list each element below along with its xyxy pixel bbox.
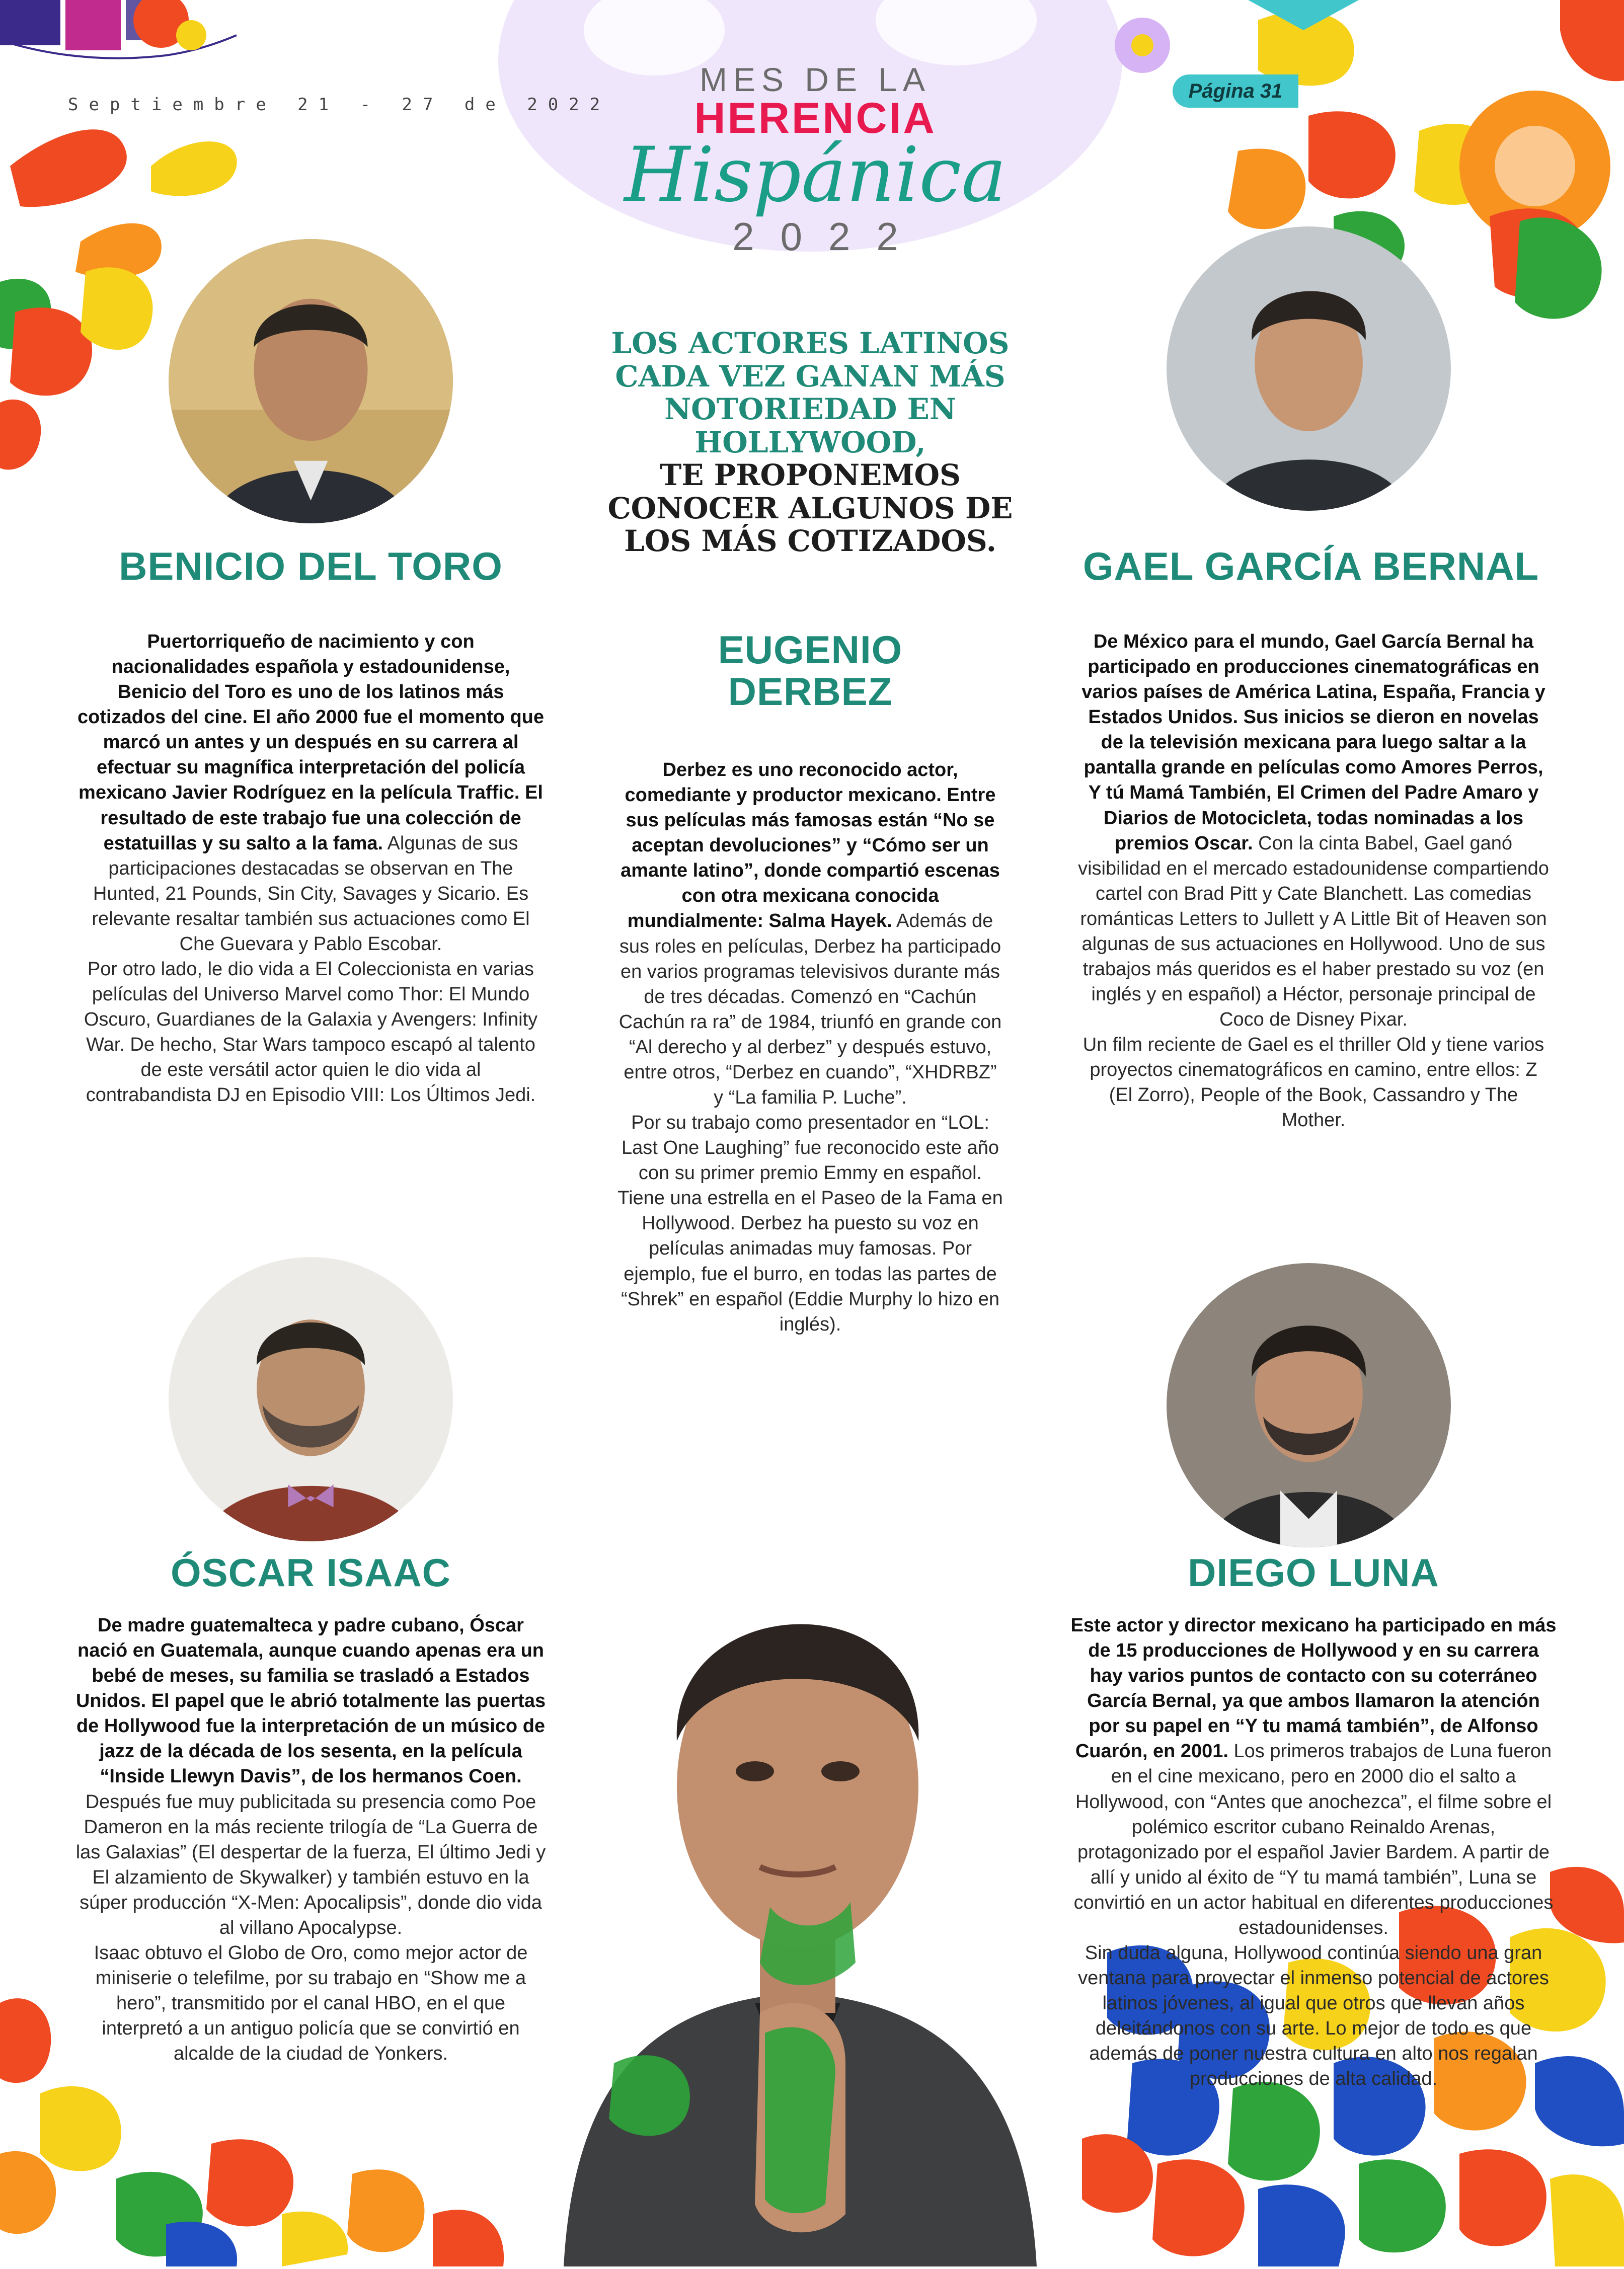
bio-highlight: De madre guatemalteca y padre cubano, Óscar nació en Guatemala, aunque cuando apenas era un bebé de meses, su familia se trasladó a Estados Unidos. El papel que le abrió totalmente las puertas de Hollywood fue la interpretación de un músico de jazz de la década de los sesenta, en la película “Inside Llewyn Davis”, de los hermanos Coen. [75,1615,546,1787]
diego-luna-portrait [1167,1263,1451,1547]
issue-date: Septiembre 21 - 27 de 2022 [68,95,611,115]
bio-paragraph [1069,1613,1558,1940]
benicio-del-toro-bio [75,629,546,1108]
portrait-photo-icon [169,1257,453,1541]
portrait-photo-icon [544,1459,1052,2266]
logo-line-3: Hispánica [624,131,1007,219]
bio-highlight: De México para el mundo, Gael García Bernal ha participado en producciones cinematográficas en varios países de América Latina, España, Francia y Estados Unidos. Sus inicios se dieron en novelas de la televisión mexicana para luego saltar a la pantalla grande en películas como Amores Perros, Y tú Mamá También, El Crimen del Padre Amaro y Diarios de Motocicleta, todas nominadas a los premios Oscar. [1081,631,1545,854]
intro-heading [594,327,1027,558]
oscar-isaac-portrait [169,1257,453,1541]
bio-paragraph: Por otro lado, le dio vida a El Coleccionista en varias películas del Universo Marvel como Thor: El Mundo Oscuro, Guardianes de la Galaxia y Avengers: Infinity War. De hecho, Star Wars tampoco escapó al talento de este versátil actor quien le dio vida al contrabandista DJ en Episodio VIII: Los Últimos Jedi. [84,959,538,1106]
intro-highlight: LOS ACTORES LATINOS CADA VEZ GANAN MÁS NOTORIEDAD EN HOLLYWOOD, [611,326,1010,459]
logo-year: 2022 [732,214,924,259]
bio-highlight: Puertorriqueño de nacimiento y con nacionalidades española y estadounidense, Benicio del Toro es uno de los latinos más cotizados del cine. El año 2000 fue el momento que marcó un antes y un después en su carrera al efectuar su magnífica interpretación del policía mexicano Javier Rodríguez en la película Traffic. El resultado de este trabajo fue una colección de estatuillas y su salto a la fama. [77,631,544,854]
eugenio-derbez-name [624,629,996,713]
gael-garcia-bernal-portrait [1167,226,1451,511]
benicio-del-toro-portrait [169,239,453,523]
portrait-photo-icon [1167,1263,1451,1547]
bio-text: Algunas de sus participaciones destacadas se observan en The Hunted, 21 Pounds, Sin City, Savages y Sicario. Es relevante resaltar también sus actuaciones como El Che Guevara y Pablo Escobar. [92,832,530,955]
bio-paragraph [1077,629,1550,1032]
eugenio-derbez-photo [544,1459,1052,2266]
diego-luna-bio [1069,1613,1558,2091]
bio-text: Con la cinta Babel, Gael ganó visibilidad en el mercado estadounidense compartiendo cartel con Brad Pitt y Cate Blanchett. Las comedias románticas Letters to Jullett y A Little Bit of Heaven son algunas de sus actuaciones en Hollywood. Uno de sus trabajos más queridos es el haber prestado su voz (en inglés y en español) a Héctor, personaje principal de Coco de Disney Pixar. [1078,832,1549,1031]
heritage-month-logo [624,60,1007,260]
eugenio-derbez-name-line1: EUGENIO [718,628,903,672]
logo-line-1: MES DE LA [699,61,932,98]
oscar-isaac-bio [75,1613,546,2066]
portrait-photo-icon [1167,226,1451,511]
bio-paragraph: Sin duda alguna, Hollywood continúa siendo una gran ventana para proyectar el inmenso potencial de actores latinos jóvenes, al igual que otros que llevan años deleitándonos con su arte. Lo mejor de todo es que además de poner nuestra cultura en alto nos regalan producciones de alta calidad. [1078,1942,1549,2090]
bio-text: Además de sus roles en películas, Derbez ha participado en varios programas televisivos durante más de tres décadas. Comenzó en “Cachún Cachún ra ra” de 1984, triunfó en grande con “Al derecho y al derbez” y después estuvo, entre otros, “Derbez en cuando”, “XHDRBZ” y “La familia P. Luche”. [618,910,1002,1109]
portrait-photo-icon [169,239,453,523]
intro-call-to-action: TE PROPONEMOS CONOCER ALGUNOS DE LOS MÁS COTIZADOS. [607,458,1013,559]
bio-text: Después fue muy publicitada su presencia como Poe Dameron en la más reciente trilogía de “La Guerra de las Galaxias” (El despertar de la fuerza, El último Jedi y El alzamiento de Skywalker) y también estuvo en la súper producción “X-Men: Apocalipsis”, donde dio vida al villano Apocalypse. [75,1791,546,1938]
eugenio-derbez-name-line2: DERBEZ [728,669,893,714]
gael-garcia-bernal-bio [1077,629,1550,1133]
logo-line-2: HERENCIA [694,94,937,142]
gael-garcia-bernal-name: GAEL GARCÍA BERNAL [1082,544,1539,588]
bio-highlight: Este actor y director mexicano ha participado en más de 15 producciones de Hollywood y en su carrera hay varios puntos de contacto con su coterráneo García Bernal, ya que ambos llamaron la atención por su papel en “Y tu mamá también”, de Alfonso Cuarón, en 2001. [1070,1615,1557,1762]
bio-text: Los primeros trabajos de Luna fueron en el cine mexicano, pero en 2000 dio el salto a Hollywood, con “Antes que anochezca”, el filme sobre el polémico escritor cubano Reinaldo Arenas, protagonizado por el español Javier Bardem. A partir de allí y unido al éxito de “Y tu mamá también”, Luna se convirtió en un actor habitual en diferentes producciones estadounidenses. [1073,1741,1554,1938]
bio-highlight: Derbez es uno reconocido actor, comediante y productor mexicano. Entre sus películas más famosas están “No se aceptan devoluciones” y “Cómo ser un amante latino”, donde compartió escenas con otra mexicana conocida mundialmente: Salma Hayek. [621,759,1000,932]
eugenio-derbez-bio [616,757,1004,1337]
bio-paragraph [75,1613,546,1940]
oscar-isaac-name: ÓSCAR ISAAC [170,1550,451,1595]
bio-paragraph [616,757,1004,1110]
bio-paragraph: Por su trabajo como presentador en “LOL: Last One Laughing” fue reconocido este año con su primer premio Emmy en español. Tiene una estrella en el Paseo de la Fama en Hollywood. Derbez ha puesto su voz en películas animadas muy famosas. Por ejemplo, fue el burro, en todas las partes de “Shrek” en español (Eddie Murphy lo hizo en inglés). [617,1112,1003,1335]
benicio-del-toro-name: BENICIO DEL TORO [119,544,503,588]
bio-paragraph: Isaac obtuvo el Globo de Oro, como mejor actor de miniserie o telefilme, por su trabajo en “Show me a hero”, transmitido por el canal HBO, en el que interpretó a un antiguo policía que se convirtió en alcalde de la ciudad de Yonkers. [94,1942,528,2065]
page-number-badge: Página 31 [1173,74,1298,108]
diego-luna-name: DIEGO LUNA [1188,1550,1439,1595]
bio-paragraph [75,629,546,957]
bio-paragraph: Un film reciente de Gael es el thriller Old y tiene varios proyectos cinematográficos en camino, entre ellos: Z (El Zorro), People of the Book, Cassandro y The Mother. [1082,1034,1544,1131]
